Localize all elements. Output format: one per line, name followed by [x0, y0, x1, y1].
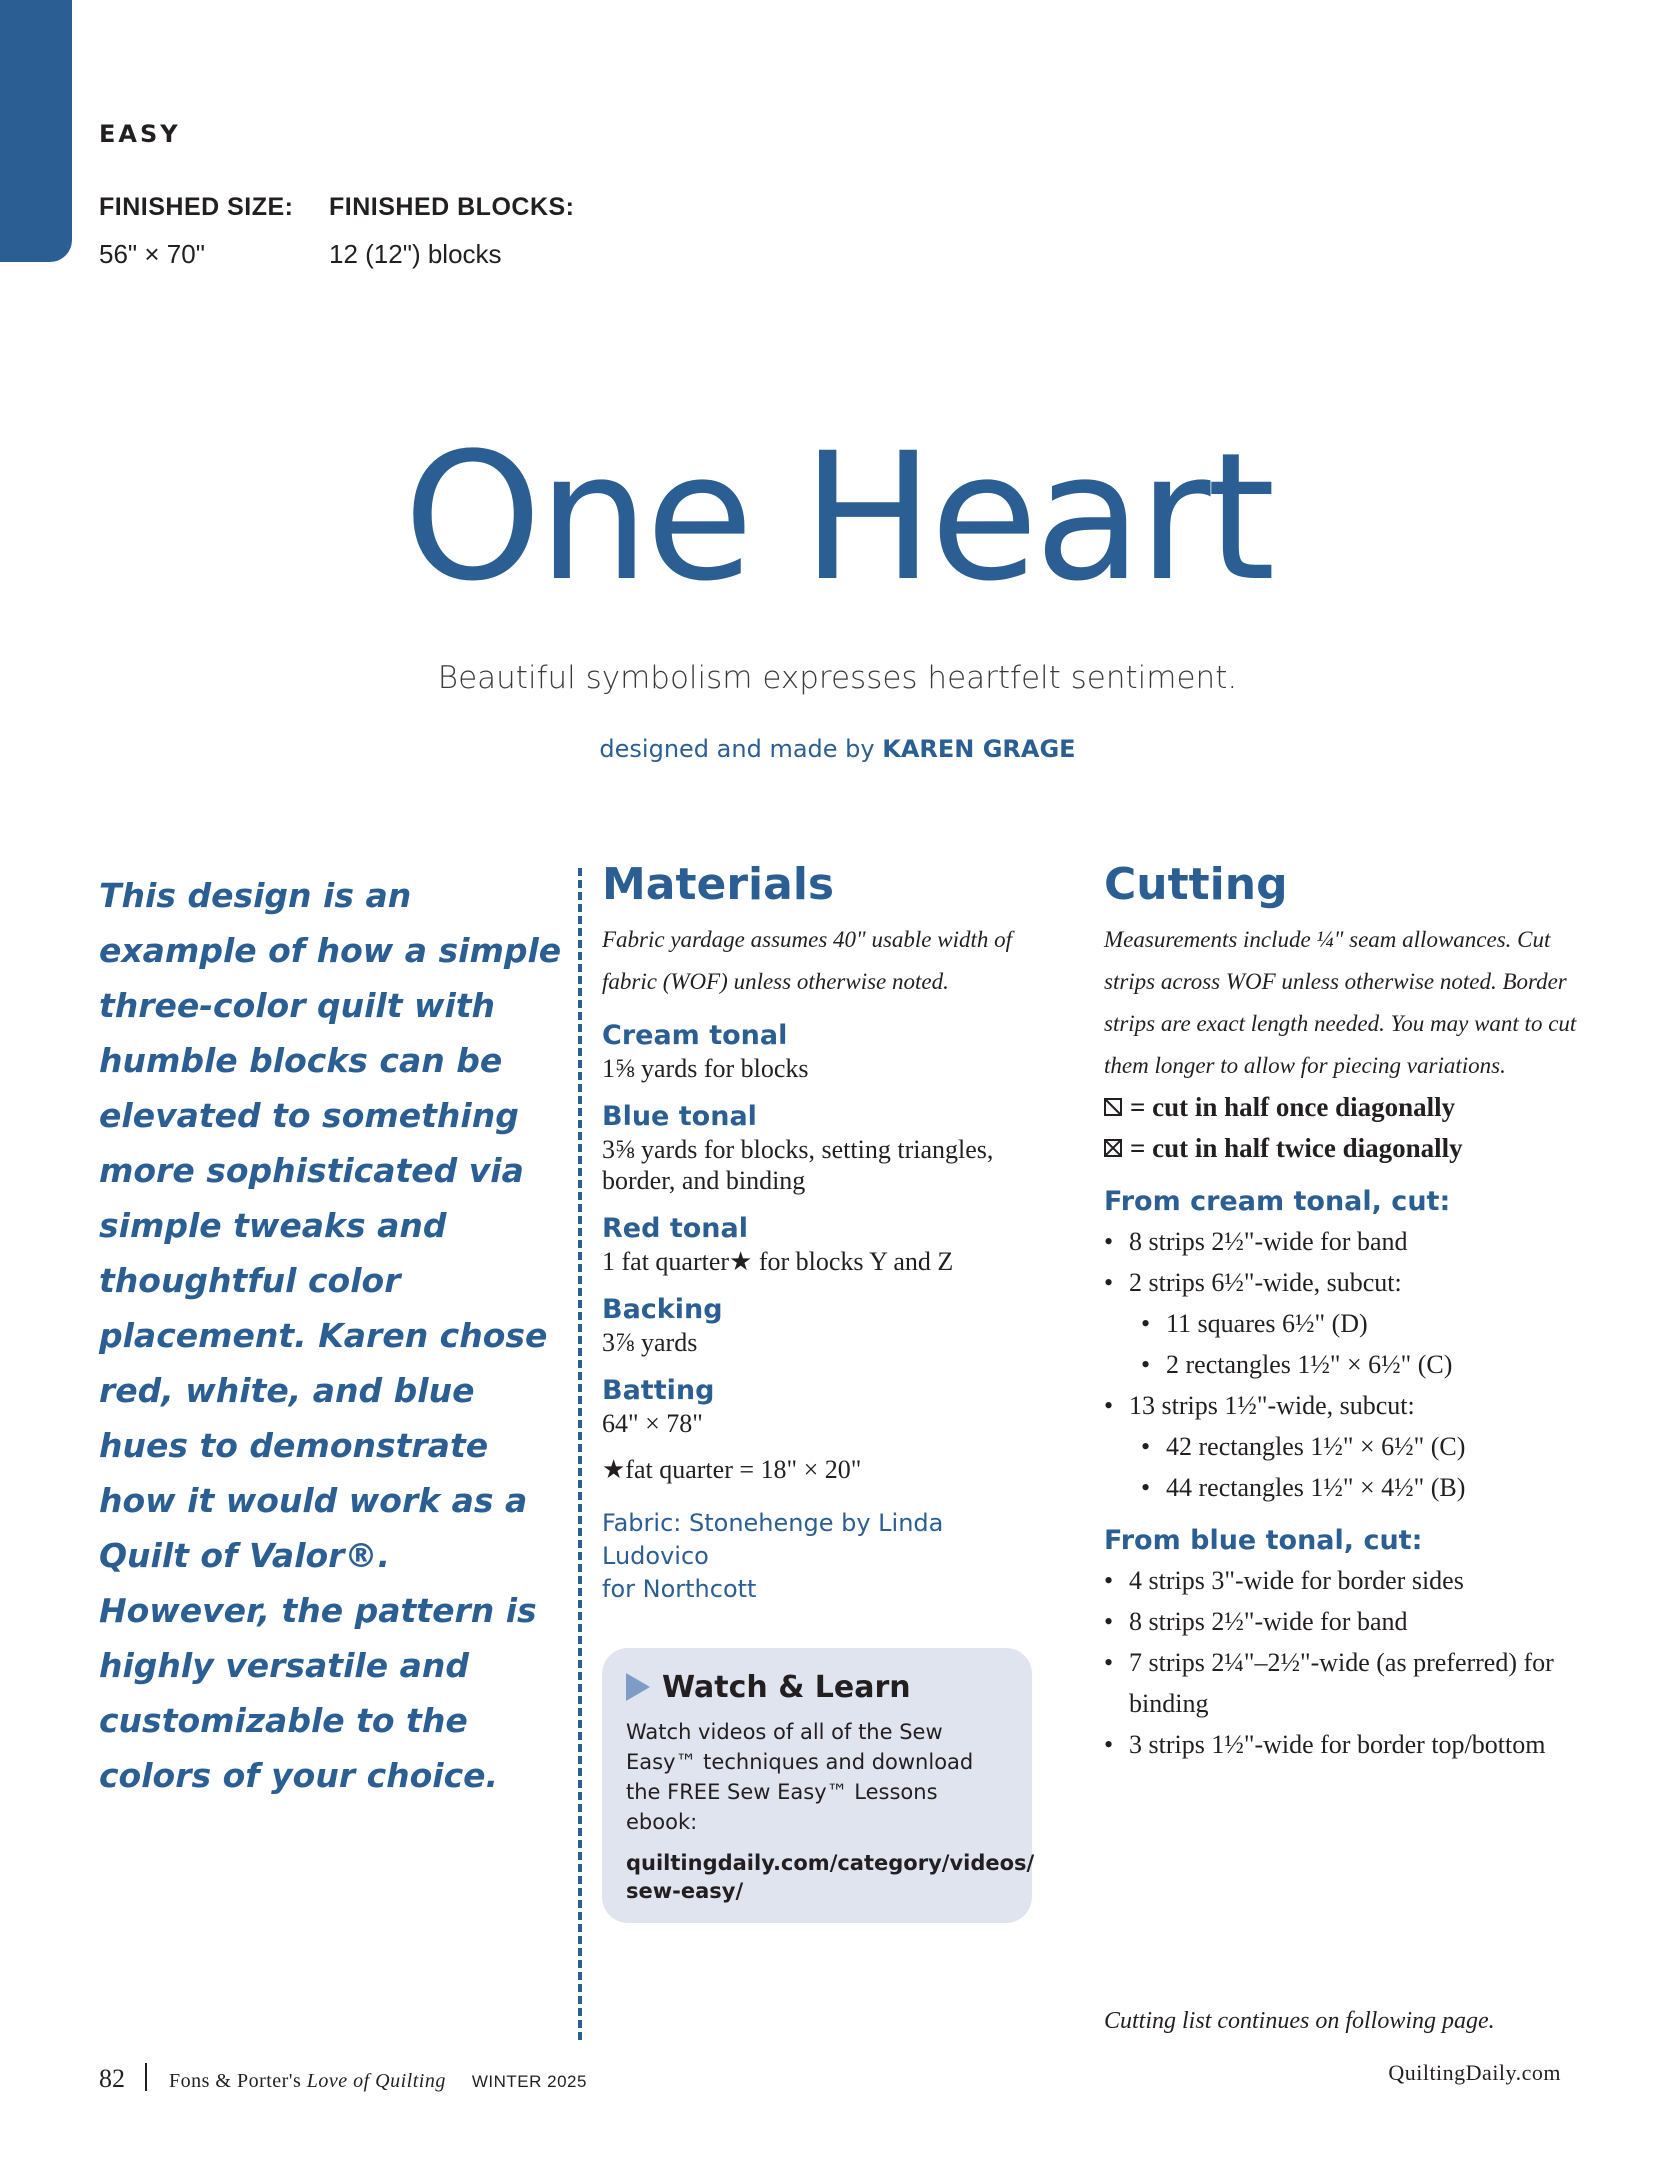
- list-item: • 3 strips 1½"-wide for border top/bottom: [1104, 1724, 1584, 1765]
- material-item: [602, 1212, 1052, 1277]
- watch-learn-link-line: sew-easy/: [626, 1878, 744, 1903]
- material-name: Backing: [602, 1293, 723, 1325]
- play-icon: [626, 1673, 650, 1701]
- magazine-name: [169, 2070, 446, 2093]
- list-item: • 8 strips 2½"-wide for band: [1104, 1601, 1584, 1642]
- list-item: • 13 strips 1½"-wide, subcut:: [1104, 1385, 1584, 1426]
- cutting-continues-note: Cutting list continues on following page.: [1104, 2008, 1495, 2034]
- symbol-twice-row: [1104, 1128, 1584, 1169]
- pattern-subtitle: Beautiful symbolism expresses heartfelt sentiment.: [437, 660, 1238, 696]
- materials-heading: Materials: [602, 859, 835, 910]
- material-name: Cream tonal: [602, 1019, 788, 1051]
- symbol-once-text: = cut in half once diagonally: [1130, 1091, 1456, 1122]
- cutting-heading: Cutting: [1104, 859, 1288, 910]
- watch-learn-link[interactable]: [626, 1849, 1035, 1905]
- section-color-tab: [0, 0, 72, 262]
- cutting-column: [1104, 860, 1584, 1765]
- material-name: Batting: [602, 1374, 715, 1406]
- finished-blocks-value: 12 (12") blocks: [329, 239, 502, 269]
- designer-name: KAREN GRAGE: [882, 735, 1076, 763]
- fabric-credit: [602, 1507, 1052, 1606]
- watch-learn-callout: [602, 1648, 1035, 1923]
- fabric-credit-line: Fabric: Stonehenge by Linda Ludovico: [602, 1508, 944, 1570]
- list-item: • 7 strips 2¼"–2½"-wide (as preferred) for binding: [1104, 1642, 1584, 1724]
- blue-cut-list: [1104, 1560, 1584, 1765]
- list-item: • 4 strips 3"-wide for border sides: [1104, 1560, 1584, 1601]
- list-item: • 42 rectangles 1½" × 6½" (C): [1104, 1426, 1584, 1467]
- material-name: Blue tonal: [602, 1100, 757, 1132]
- material-desc: 1⅝ yards for blocks: [602, 1053, 809, 1083]
- cutting-note: Measurements include ¼" seam allowances. Cut strips across WOF unless otherwise noted. Border strips are exact length needed. You may want to cut them longer to allow for piecing variations.: [1104, 926, 1577, 1078]
- materials-note: Fabric yardage assumes 40" usable width of fabric (WOF) unless otherwise noted.: [602, 926, 1013, 994]
- materials-column: [602, 860, 1052, 1923]
- website-link[interactable]: QuiltingDaily.com: [1388, 2060, 1561, 2085]
- watch-learn-title: Watch & Learn: [662, 1669, 911, 1705]
- material-item: [602, 1100, 1052, 1196]
- finished-blocks: [329, 193, 575, 270]
- list-item: • 2 rectangles 1½" × 6½" (C): [1104, 1344, 1584, 1385]
- quarter-diagonal-icon: [1104, 1139, 1122, 1157]
- page-number: 82: [99, 2064, 125, 2093]
- magazine-title: Love of Quilting: [306, 2070, 446, 2092]
- page-footer: [99, 2059, 587, 2094]
- cream-cut-list: [1104, 1221, 1584, 1508]
- finished-size-value: 56" × 70": [99, 239, 205, 269]
- watch-learn-body: Watch videos of all of the Sew Easy™ techniques and download the FREE Sew Easy™ Lessons ebook:: [626, 1719, 974, 1834]
- byline-prefix: designed and made by: [599, 735, 883, 763]
- intro-text: This design is an example of how a simple three-color quilt with humble blocks can be elevated to something more sophisticated via simple tweaks and thoughtful color placement. Karen chose red, white, and blue hues to demonstrate how it would work as a Quilt of Valor®. However, the pattern is highly versatile and customizable to the colors of your choice.: [99, 876, 562, 1795]
- list-item: • 2 strips 6½"-wide, subcut:: [1104, 1262, 1584, 1303]
- fat-quarter-note: ★fat quarter = 18" × 20": [602, 1454, 862, 1484]
- material-item: [602, 1293, 1052, 1358]
- material-desc: 1 fat quarter★ for blocks Y and Z: [602, 1246, 954, 1276]
- footer-divider: [145, 2063, 147, 2091]
- symbol-twice-text: = cut in half twice diagonally: [1130, 1132, 1463, 1163]
- symbol-once-row: [1104, 1087, 1584, 1128]
- pattern-title: One Heart: [403, 415, 1272, 620]
- blue-cut-heading: From blue tonal, cut:: [1104, 1524, 1423, 1556]
- material-desc: 3⅝ yards for blocks, setting triangles, border, and binding: [602, 1134, 994, 1195]
- column-divider: [578, 868, 582, 2040]
- watch-learn-header: [626, 1670, 1008, 1705]
- magazine-prefix: Fons & Porter's: [169, 2070, 307, 2092]
- finished-blocks-label: FINISHED BLOCKS:: [329, 193, 575, 221]
- difficulty-level: EASY: [99, 120, 181, 148]
- finished-size-label: FINISHED SIZE:: [99, 193, 294, 221]
- list-item: • 11 squares 6½" (D): [1104, 1303, 1584, 1344]
- half-diagonal-icon: [1104, 1098, 1122, 1116]
- watch-learn-link-line: quiltingdaily.com/category/videos/: [626, 1850, 1035, 1875]
- fabric-credit-line: for Northcott: [602, 1574, 757, 1603]
- designer-byline: [0, 735, 1675, 763]
- material-desc: 3⅞ yards: [602, 1327, 698, 1357]
- material-name: Red tonal: [602, 1212, 748, 1244]
- finished-size: [99, 193, 294, 270]
- material-item: [602, 1019, 1052, 1084]
- material-item: [602, 1374, 1052, 1439]
- list-item: • 8 strips 2½"-wide for band: [1104, 1221, 1584, 1262]
- issue-label: WINTER 2025: [471, 2072, 587, 2091]
- material-desc: 64" × 78": [602, 1408, 703, 1438]
- list-item: • 44 rectangles 1½" × 4½" (B): [1104, 1467, 1584, 1508]
- cream-cut-heading: From cream tonal, cut:: [1104, 1185, 1451, 1217]
